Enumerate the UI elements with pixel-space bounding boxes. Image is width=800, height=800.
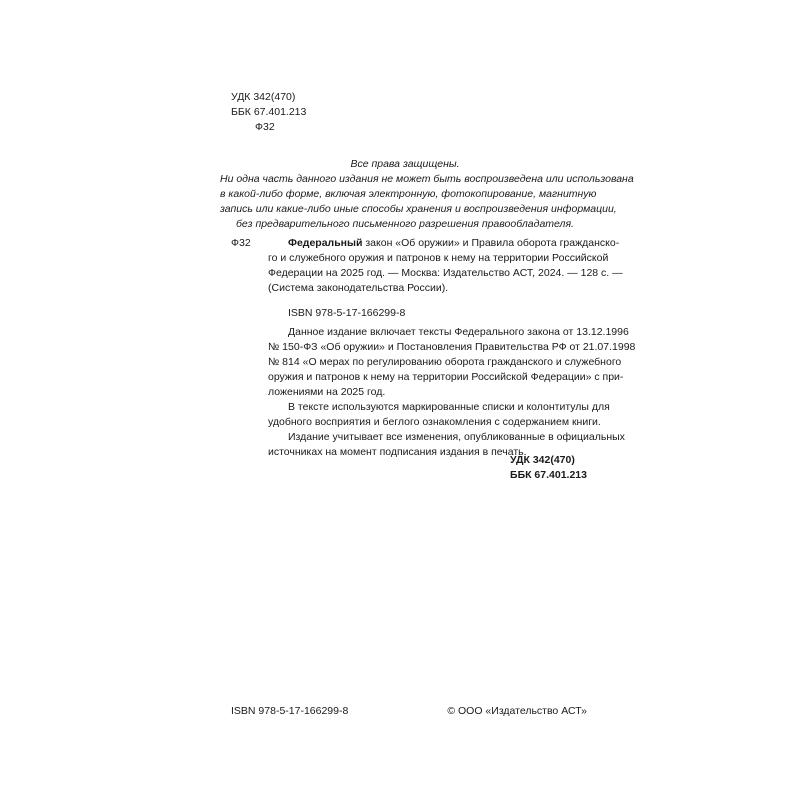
rights-line: запись или какие-либо иные способы хранения и воспроизведения информации,	[220, 203, 617, 215]
rights-line: Все права защищены.	[350, 158, 460, 170]
classification-block-bottom	[510, 453, 587, 483]
bibliographic-entry	[268, 236, 623, 296]
annotation-line: № 814 «О мерах по регулированию оборота гражданского и служебного	[268, 356, 622, 368]
annotation-line: ложениями на 2025 год.	[268, 386, 386, 398]
entry-line	[268, 236, 623, 251]
isbn-line: ISBN 978-5-17-166299-8	[288, 307, 406, 319]
entry-code: Ф32	[231, 237, 251, 249]
annotation-line: удобного восприятия и беглого ознакомления с содержанием книги.	[268, 416, 601, 428]
footer-isbn: ISBN 978-5-17-166299-8	[231, 705, 349, 717]
author-mark: Ф32	[255, 121, 275, 133]
bbk-code-bottom: ББК 67.401.213	[510, 469, 587, 481]
annotation-line: источниках на момент подписания издания в печать.	[268, 446, 527, 458]
rights-line: в какой-либо форме, включая электронную, фотокопирование, магнитную	[220, 188, 597, 200]
entry-line-text: закон «Об оружии» и Правила оборота гражданско-	[362, 237, 620, 249]
annotation-line: оружия и патронов к нему на территории Российской Федерации» с при-	[268, 371, 624, 383]
annotation-line: В тексте используются маркированные списки и колонтитулы для	[288, 401, 610, 413]
entry-lead-word: Федеральный	[288, 237, 363, 249]
annotation	[268, 325, 635, 460]
entry-line: (Система законодательства России).	[268, 282, 449, 294]
entry-line: Федерации на 2025 год. — Москва: Издательство АСТ, 2024. — 128 с. —	[268, 267, 623, 279]
rights-line: Ни одна часть данного издания не может быть воспроизведена или использована	[220, 173, 634, 185]
annotation-line: Данное издание включает тексты Федерального закона от 13.12.1996	[288, 326, 629, 338]
annotation-line: Издание учитывает все изменения, опубликованные в официальных	[288, 431, 625, 443]
classification-block	[231, 90, 306, 135]
footer-copyright: © ООО «Издательство АСТ»	[447, 705, 587, 717]
entry-line: го и служебного оружия и патронов к нему на территории Российской	[268, 252, 609, 264]
udk-code: УДК 342(470)	[231, 91, 296, 103]
annotation-line: № 150-ФЗ «Об оружии» и Постановления Правительства РФ от 21.07.1998	[268, 341, 636, 353]
rights-line: без предварительного письменного разрешения правообладателя.	[236, 218, 574, 230]
udk-code-bottom: УДК 342(470)	[510, 454, 575, 466]
rights-notice	[220, 157, 634, 232]
bbk-code: ББК 67.401.213	[231, 106, 307, 118]
